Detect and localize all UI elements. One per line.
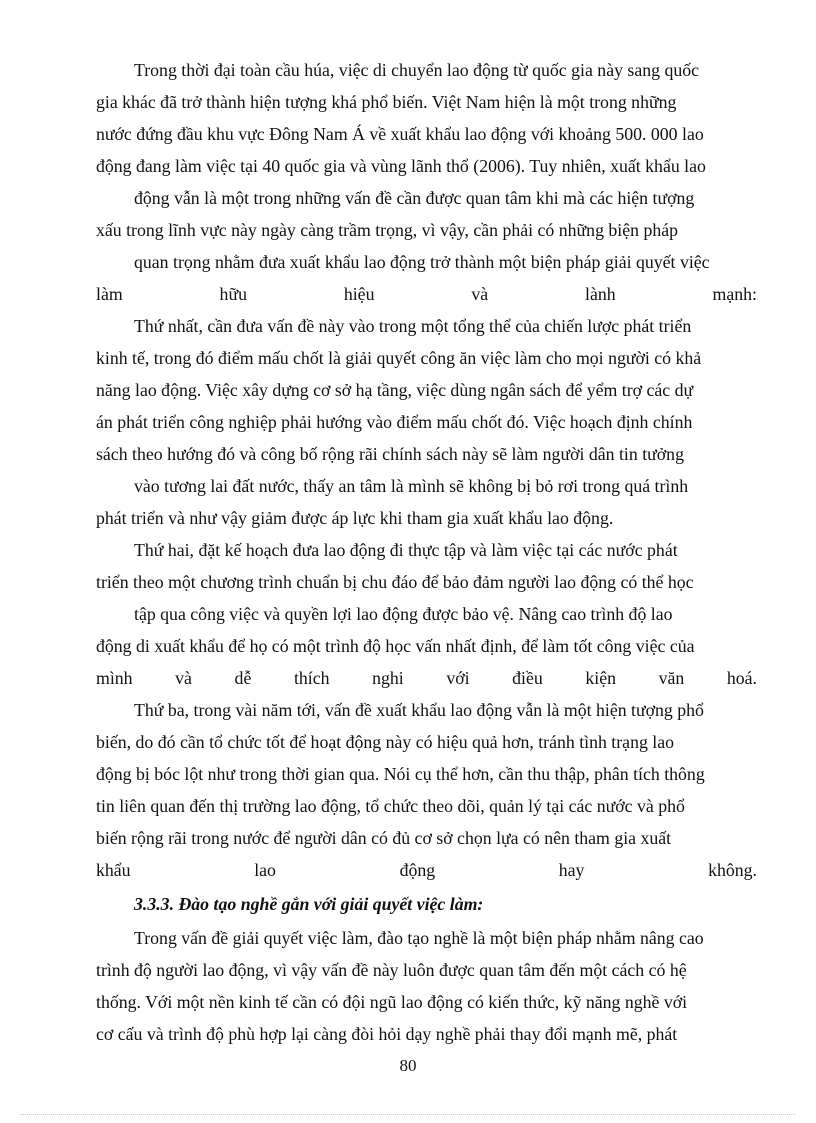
text-line: sách theo hướng đó và công bố rộng rãi chính sách này sẽ làm người dân tin tưởng (96, 444, 684, 464)
text-line: năng lao động. Việc xây dựng cơ sở hạ tầng, việc dùng ngân sách để yểm trợ các dự (96, 380, 694, 400)
text-line: án phát triển công nghiệp phải hướng vào điểm mấu chốt đó. Việc hoạch định chính (96, 412, 693, 432)
text-line: biến rộng rãi trong nước để người dân có đủ cơ sở chọn lựa có nên tham gia xuất (96, 828, 672, 848)
text-line: cơ cấu và trình độ phù hợp lại càng đòi hỏi dạy nghề phải thay đổi mạnh mẽ, phát (96, 1024, 678, 1044)
text-line: thống. Với một nền kinh tế cần có đội ngũ lao động có kiến thức, kỹ năng nghề với (96, 992, 688, 1012)
page-number: 80 (399, 1056, 417, 1075)
text-line: Trong vấn đề giải quyết việc làm, đào tạo nghề là một biện pháp nhằm nâng cao (134, 928, 704, 948)
word: hữu (219, 284, 247, 304)
page-bottom-divider (20, 1114, 796, 1115)
word: thích (293, 668, 330, 688)
text-line: Thứ ba, trong vài năm tới, vấn đề xuất khẩu lao động vẫn là một hiện tượng phổ (134, 700, 704, 720)
word: động (399, 860, 436, 880)
justified-line (96, 859, 757, 881)
text-line: tin liên quan đến thị trường lao động, tổ chức theo dõi, quản lý tại các nước và phổ (96, 796, 685, 816)
word: dễ (234, 668, 252, 688)
word: lành (585, 284, 616, 304)
text-line: vào tương lai đất nước, thấy an tâm là mình sẽ không bị bỏ rơi trong quá trình (134, 476, 689, 496)
text-line: Trong thời đại toàn cầu húa, việc di chuyển lao động từ quốc gia này sang quốc (134, 60, 700, 80)
text-line: quan trọng nhằm đưa xuất khẩu lao động trở thành một biện pháp giải quyết việc (134, 252, 710, 272)
text-line: động bị bóc lột như trong thời gian qua. Nói cụ thể hơn, cần thu thập, phân tích thông (96, 764, 705, 784)
text-line: Thứ hai, đặt kế hoạch đưa lao động đi thực tập và làm việc tại các nước phát (134, 540, 678, 560)
word: và (175, 668, 192, 688)
word: mình (96, 668, 133, 688)
text-line: nước đứng đầu khu vực Đông Nam Á về xuất khẩu lao động với khoảng 500. 000 lao (96, 124, 704, 144)
word: hoá. (726, 668, 757, 688)
text-line: xấu trong lĩnh vực này ngày càng trầm trọng, vì vậy, cần phải có những biện pháp (96, 220, 679, 240)
text-line: Thứ nhất, cần đưa vấn đề này vào trong một tổng thể của chiến lược phát triển (134, 316, 692, 336)
word: hiệu (343, 284, 375, 304)
word: điều (512, 668, 543, 688)
word: với (446, 668, 470, 688)
word: và (471, 284, 489, 304)
word: lao (254, 860, 276, 880)
section-heading: 3.3.3. Đào tạo nghề gắn với giải quyết việc làm: (134, 894, 484, 914)
word: làm (96, 284, 123, 304)
word: không. (708, 860, 757, 880)
word: kiện (585, 668, 616, 688)
word: hay (558, 860, 585, 880)
text-line: phát triển và như vậy giảm được áp lực khi tham gia xuất khẩu lao động. (96, 508, 614, 528)
text-line: động di xuất khẩu để họ có một trình độ học vấn nhất định, để làm tốt công việc của (96, 636, 695, 656)
justified-line (96, 667, 757, 689)
text-line: trình độ người lao động, vì vậy vấn đề này luôn được quan tâm đến một cách có hệ (96, 960, 687, 980)
text-line: động đang làm việc tại 40 quốc gia và vùng lãnh thổ (2006). Tuy nhiên, xuất khẩu lao (96, 156, 706, 176)
word: khẩu (96, 860, 131, 880)
text-line: kinh tế, trong đó điểm mấu chốt là giải quyết công ăn việc làm cho mọi người có khả (96, 348, 702, 368)
text-line: triển theo một chương trình chuẩn bị chu đáo để bảo đảm người lao động có thể học (96, 572, 694, 592)
word: văn (658, 668, 685, 688)
text-line: tập qua công việc và quyền lợi lao động được bảo vệ. Nâng cao trình độ lao (134, 604, 673, 624)
word: nghi (372, 668, 404, 688)
justified-line (96, 283, 757, 305)
word: mạnh: (712, 284, 757, 304)
text-line: biến, do đó cần tổ chức tốt để hoạt động này có hiệu quả hơn, tránh tình trạng lao (96, 732, 675, 752)
text-line: gia khác đã trở thành hiện tượng khá phổ biến. Việt Nam hiện là một trong những (96, 92, 677, 112)
text-line: động vẫn là một trong những vấn đề cần được quan tâm khi mà các hiện tượng (134, 188, 695, 208)
